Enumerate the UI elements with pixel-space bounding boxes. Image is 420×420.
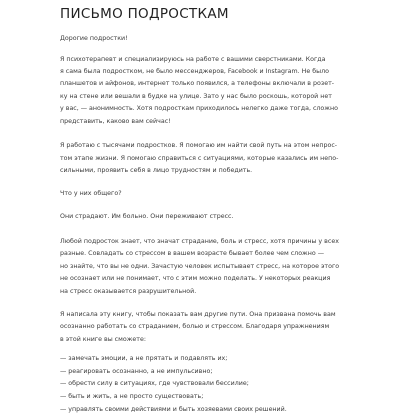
paragraph-3-line: на стресс оказывается разрушительной. bbox=[60, 288, 197, 295]
bullet-item: — реагировать осознанно, а не импульсивно; bbox=[60, 368, 213, 375]
paragraph-1-line: планшетов и айфонов, интернет только появился, а телефоны включали в розет- bbox=[60, 80, 335, 87]
question-line: Что у них общего? bbox=[60, 190, 122, 197]
bullet-item: — обрести силу в ситуациях, где чувствовали бессилие; bbox=[60, 380, 249, 387]
paragraph-2-line: сильными, проявить себя в лицо трудностям и победить. bbox=[60, 167, 253, 174]
greeting-line: Дорогие подростки! bbox=[60, 35, 128, 42]
paragraph-1-line: ку на стене или вешали в будке на улице. Зато у нас было роскошь, которой нет bbox=[60, 93, 332, 100]
page-title: ПИСЬМО ПОДРОСТКАМ bbox=[60, 6, 229, 22]
document-page bbox=[60, 0, 380, 420]
paragraph-3-line: разные. Совладать со стрессом в вашем возрасте бывает более чем сложно — bbox=[60, 250, 325, 257]
paragraph-3-line: но знайте, что вы не одни. Зачастую человек испытывает стресс, на которое этого bbox=[60, 263, 340, 270]
paragraph-1-line: Я психотерапевт и специализируюсь на работе с вашими сверстниками. Когда bbox=[60, 56, 326, 63]
paragraph-3-line: Любой подросток знает, что значат страдание, боль и стресс, хотя причины у всех bbox=[60, 238, 339, 245]
paragraph-2-line: том этапе жизни. Я помогаю справиться с ситуациями, которые казались им непо- bbox=[60, 155, 339, 162]
bullet-item: — управлять своими действиями и быть хозяевами своих решений. bbox=[60, 406, 287, 413]
paragraph-4-line: Я написала эту книгу, чтобы показать вам другие пути. Она призвана помочь вам bbox=[60, 311, 336, 318]
paragraph-1-line: представить, каково вам сейчас! bbox=[60, 118, 171, 125]
paragraph-3-line: не осознает или не понимает, что с этим можно поделать. У некоторых реакция bbox=[60, 275, 331, 282]
paragraph-1-line: я сама была подростком, не было мессенджеров, Facebook и Instagram. Не было bbox=[60, 68, 329, 75]
paragraph-4-line: в этой книге вы сможете: bbox=[60, 336, 146, 343]
paragraph-4-line: осознанно работать со страданием, болью и стрессом. Благодаря упражнениям bbox=[60, 323, 330, 330]
paragraph-1-line: у вас, — анонимность. Хотя подросткам приходилось нелегко даже тогда, сложно bbox=[60, 105, 338, 112]
answer-line: Они страдают. Им больно. Они переживают стресс. bbox=[60, 213, 234, 220]
bullet-item: — быть и жить, а не просто существовать; bbox=[60, 393, 204, 400]
paragraph-2-line: Я работаю с тысячами подростков. Я помогаю им найти свой путь на этом непрос- bbox=[60, 142, 338, 149]
bullet-item: — замечать эмоции, а не прятать и подавлять их; bbox=[60, 355, 228, 362]
